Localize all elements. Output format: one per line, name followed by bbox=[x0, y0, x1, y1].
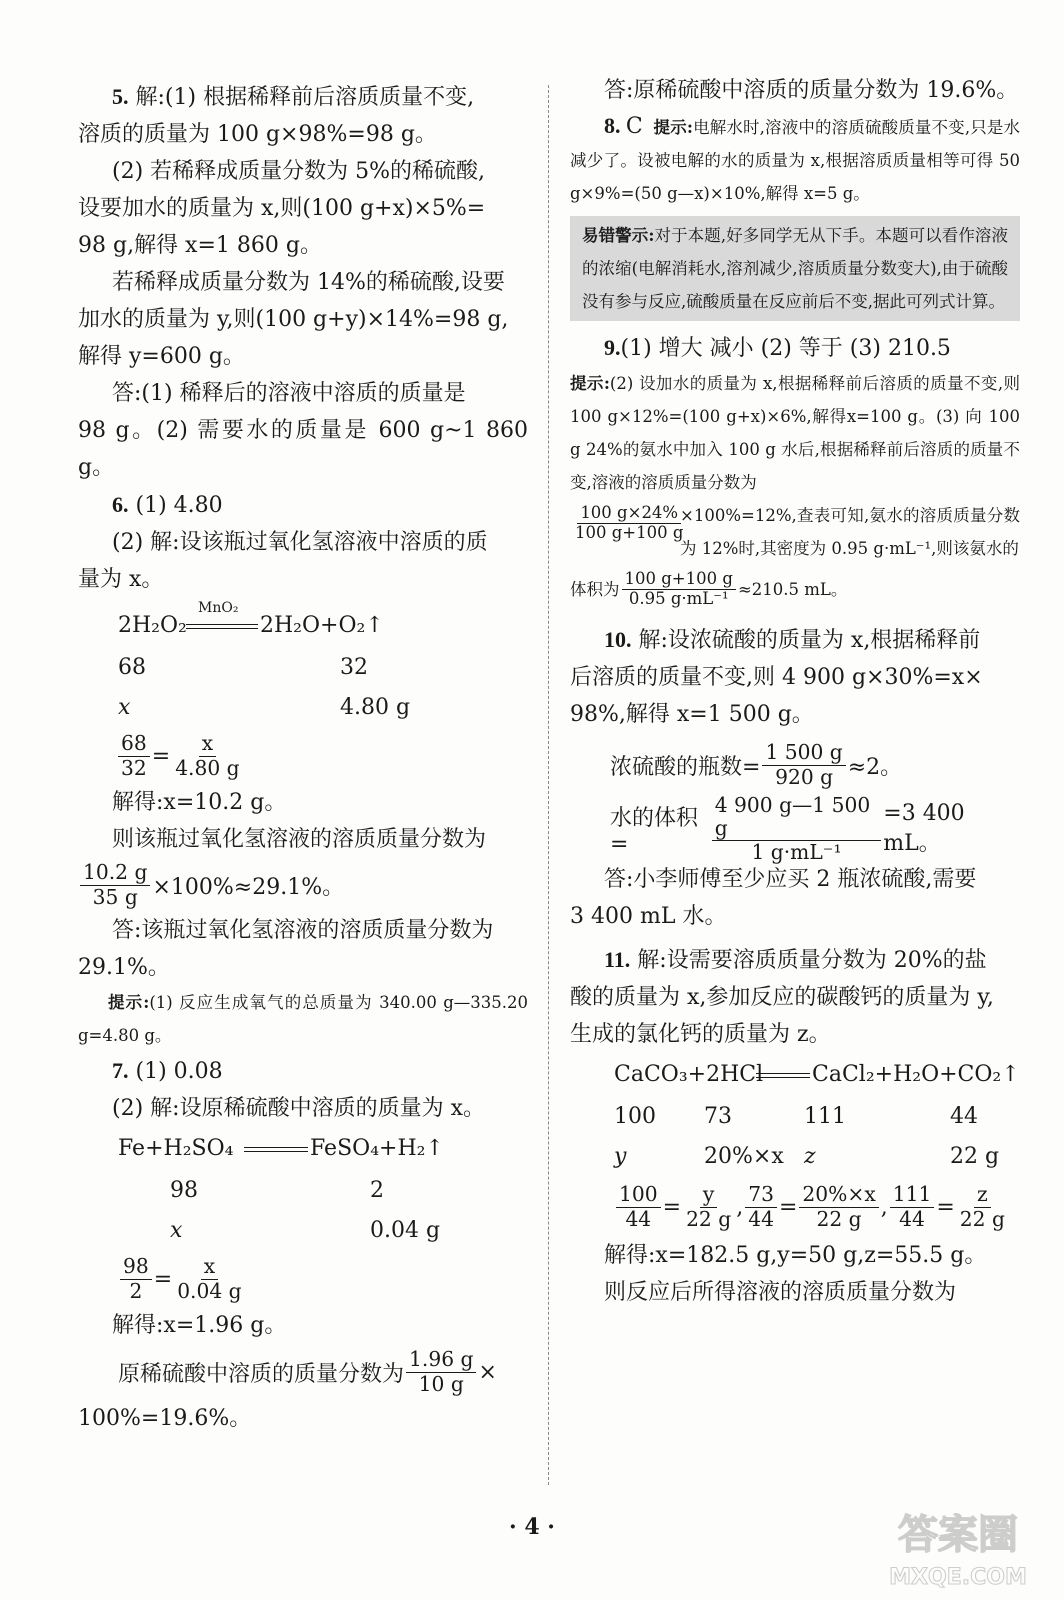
q6-line1: 6. (1) 4.80 bbox=[112, 492, 223, 518]
q6-solution: 解得:x=10.2 g。 bbox=[112, 790, 287, 815]
page-number: · 4 · bbox=[509, 1514, 555, 1540]
q9-number: 9. bbox=[604, 335, 621, 360]
q9-hint-fraction: $\frac{100 g\times 24\%}{100 g+100 g}$ bbox=[575, 502, 684, 542]
q6-reaction-equation: 2H₂O₂ MnO₂ 2H₂O+O₂↑ bbox=[118, 600, 384, 638]
error-warning-box: 易错警示:对于本题,好多同学无从下手。本题可以看作溶液的浓缩(电解消耗水,溶剂减少,溶质质量分数变大),由于硫酸没有参与反应,硫酸质量在反应前后不变,据此可列式计算。 bbox=[570, 216, 1020, 321]
q6-hint: 提示:(1) 反应生成氧气的总质量为 340.00 g—335.20 g=4.80 g。 bbox=[78, 993, 528, 1045]
q11-ratio-row2: y 20%×x z 22 g bbox=[614, 1144, 1000, 1169]
q5-number: 5. bbox=[112, 84, 129, 109]
q9-hint-volume: 体积为 $\frac{100 g+100 g}{\text{0.95 g·mL⁻¹}}$ ≈210.5 mL。 bbox=[570, 568, 848, 608]
q10-number: 10. bbox=[604, 627, 632, 652]
q6-line2: (2) 解:设该瓶过氧化氢溶液中溶质的质 bbox=[112, 530, 488, 555]
q11-reaction-equation: CaCO₃+2HCl CaCl₂+H₂O+CO₂↑ bbox=[614, 1062, 1020, 1087]
q7-ratio-row2: x 0.04 g bbox=[170, 1218, 441, 1243]
q11-line5: 则反应后所得溶液的溶质质量分数为 bbox=[604, 1280, 957, 1305]
q7-answer: 答:原稀硫酸中溶质的质量分数为 19.6%。 bbox=[604, 78, 1019, 103]
q6-ratio-row1: 68 32 bbox=[118, 655, 368, 680]
q7-ratio-row1: 98 2 bbox=[170, 1178, 384, 1203]
q5-line1: 5. 解:(1) 根据稀释前后溶质质量不变, bbox=[112, 84, 475, 110]
q7-line2: (2) 解:设原稀硫酸中溶质的质量为 x。 bbox=[112, 1096, 485, 1121]
q8-answer: C bbox=[625, 114, 643, 139]
q10-line3: 98%,解得 x=1 500 g。 bbox=[570, 702, 814, 727]
q7-number: 7. bbox=[112, 1058, 129, 1083]
q6-proportion: $\frac{68}{32}$ = $\frac{x}{4.80 g}$ bbox=[78, 728, 528, 784]
q6-catalyst: MnO₂ bbox=[198, 600, 239, 616]
q6-fraction-line: $\frac{10.2 g}{35 g}$ ×100%≈29.1%。 bbox=[78, 858, 528, 912]
q7-reaction-equation: Fe+H₂SO₄ FeSO₄+H₂↑ bbox=[118, 1136, 444, 1161]
q6-ratio-row2: x 4.80 g bbox=[118, 695, 411, 720]
q5-line3: (2) 若稀释成质量分数为 5%的稀硫酸, bbox=[112, 159, 486, 184]
q5-line5: 98 g,解得 x=1 860 g。 bbox=[78, 233, 322, 258]
q5-answer-line1: 答:(1) 稀释后的溶液中溶质的质量是 bbox=[112, 381, 466, 406]
q7-line1: 7. (1) 0.08 bbox=[112, 1058, 223, 1084]
q10-line1: 10. 解:设浓硫酸的质量为 x,根据稀释前 bbox=[604, 627, 981, 653]
warning-label: 易错警示: bbox=[582, 226, 655, 245]
q6-line5: 则该瓶过氧化氢溶液的溶质质量分数为 bbox=[112, 827, 487, 852]
right-column bbox=[570, 78, 1020, 1311]
q9-answer: 9.(1) 增大 减小 (2) 等于 (3) 210.5 bbox=[604, 335, 951, 361]
q11-line1: 11. 解:设需要溶质质量分数为 20%的盐 bbox=[604, 947, 987, 973]
q11-line3: 生成的氯化钙的质量为 z。 bbox=[570, 1022, 831, 1047]
q9-hint-cont: ×100%=12%,查表可知,氨水的溶质质量分数为 12%时,其密度为 0.95 g·mL⁻¹,则该氨水的 bbox=[680, 506, 1020, 558]
q7-result: 100%=19.6%。 bbox=[78, 1406, 252, 1431]
q9-hint: 提示:(2) 设加水的质量为 x,根据稀释前后溶质的质量不变,则 100 g×12%=(100 g+x)×6%,解得x=100 g。(3) 向 100 g 24%的氨水中加入 100 g 水后,根据稀释前后溶质的质量不变,溶液的溶质质量分数为 bbox=[570, 374, 1020, 492]
q7-solution: 解得:x=1.96 g。 bbox=[112, 1313, 287, 1338]
column-divider bbox=[548, 85, 549, 1485]
q5-line6: 若稀释成质量分数为 14%的稀硫酸,设要 bbox=[112, 270, 505, 295]
q5-line4: 设要加水的质量为 x,则(100 g+x)×5%= bbox=[78, 196, 486, 221]
q11-solution: 解得:x=182.5 g,y=50 g,z=55.5 g。 bbox=[604, 1243, 987, 1268]
watermark-line2: MXQE.COM bbox=[889, 1565, 1027, 1590]
q10-answer-line1: 答:小李师傅至少应买 2 瓶浓硫酸,需要 bbox=[604, 867, 977, 892]
q6-answer-line2: 29.1%。 bbox=[78, 955, 170, 980]
q10-bottles: 浓硫酸的瓶数= $\frac{1 500 g}{920 g}$ ≈2。 bbox=[610, 740, 903, 789]
q8-block: 8. C 提示:电解水时,溶液中的溶质硫酸质量不变,只是水减少了。设被电解的水的质量为 x,根据溶质质量相等可得 50 g×9%=(50 g—x)×10%,解得 x=5 g。 bbox=[570, 113, 1021, 203]
q11-proportions: $\frac{100}{44}$ = $\frac{y}{22 g}$ , $\frac{73}{44}$ = $\frac{20\%\times x}{22 g}$ , $\frac{111}{44}$ = $\frac{z}{22 g}$ bbox=[570, 1177, 1020, 1237]
q11-number: 11. bbox=[604, 947, 631, 972]
q6-number: 6. bbox=[112, 492, 129, 517]
watermark-logo-icon bbox=[868, 1496, 1048, 1592]
q8-number: 8. bbox=[604, 113, 621, 138]
q11-line2: 酸的质量为 x,参加反应的碳酸钙的质量为 y, bbox=[570, 985, 994, 1010]
q5-answer-line2: 98 g。(2) 需要水的质量是 600 g~1 860 g。 bbox=[78, 418, 528, 480]
q10-answer-line2: 3 400 mL 水。 bbox=[570, 904, 727, 929]
q10-water-volume: 水的体积= $\frac{4 900 g—1 500 g}{\text{1 g·mL⁻¹}}$ =3 400 mL。 bbox=[610, 792, 965, 865]
q6-line3: 量为 x。 bbox=[78, 567, 164, 592]
q6-answer-line1: 答:该瓶过氧化氢溶液的溶质质量分数为 bbox=[112, 918, 494, 943]
watermark-line1: 答案圈 bbox=[898, 1512, 1018, 1558]
q5-line2: 溶质的质量为 100 g×98%=98 g。 bbox=[78, 122, 437, 147]
q5-line7: 加水的质量为 y,则(100 g+y)×14%=98 g, bbox=[78, 307, 509, 332]
left-column bbox=[78, 78, 528, 1437]
q7-proportion: $\frac{98}{2}$ = $\frac{x}{0.04 g}$ bbox=[78, 1251, 528, 1307]
q10-line2: 后溶质的质量不变,则 4 900 g×30%=x× bbox=[570, 665, 983, 690]
q7-fraction-line: 原稀硫酸中溶质的质量分数为 $\frac{1.96 g}{10 g}$ × bbox=[118, 1347, 497, 1396]
q11-ratio-row1: 100 73 111 44 bbox=[614, 1104, 978, 1129]
q5-line8: 解得 y=600 g。 bbox=[78, 344, 245, 369]
